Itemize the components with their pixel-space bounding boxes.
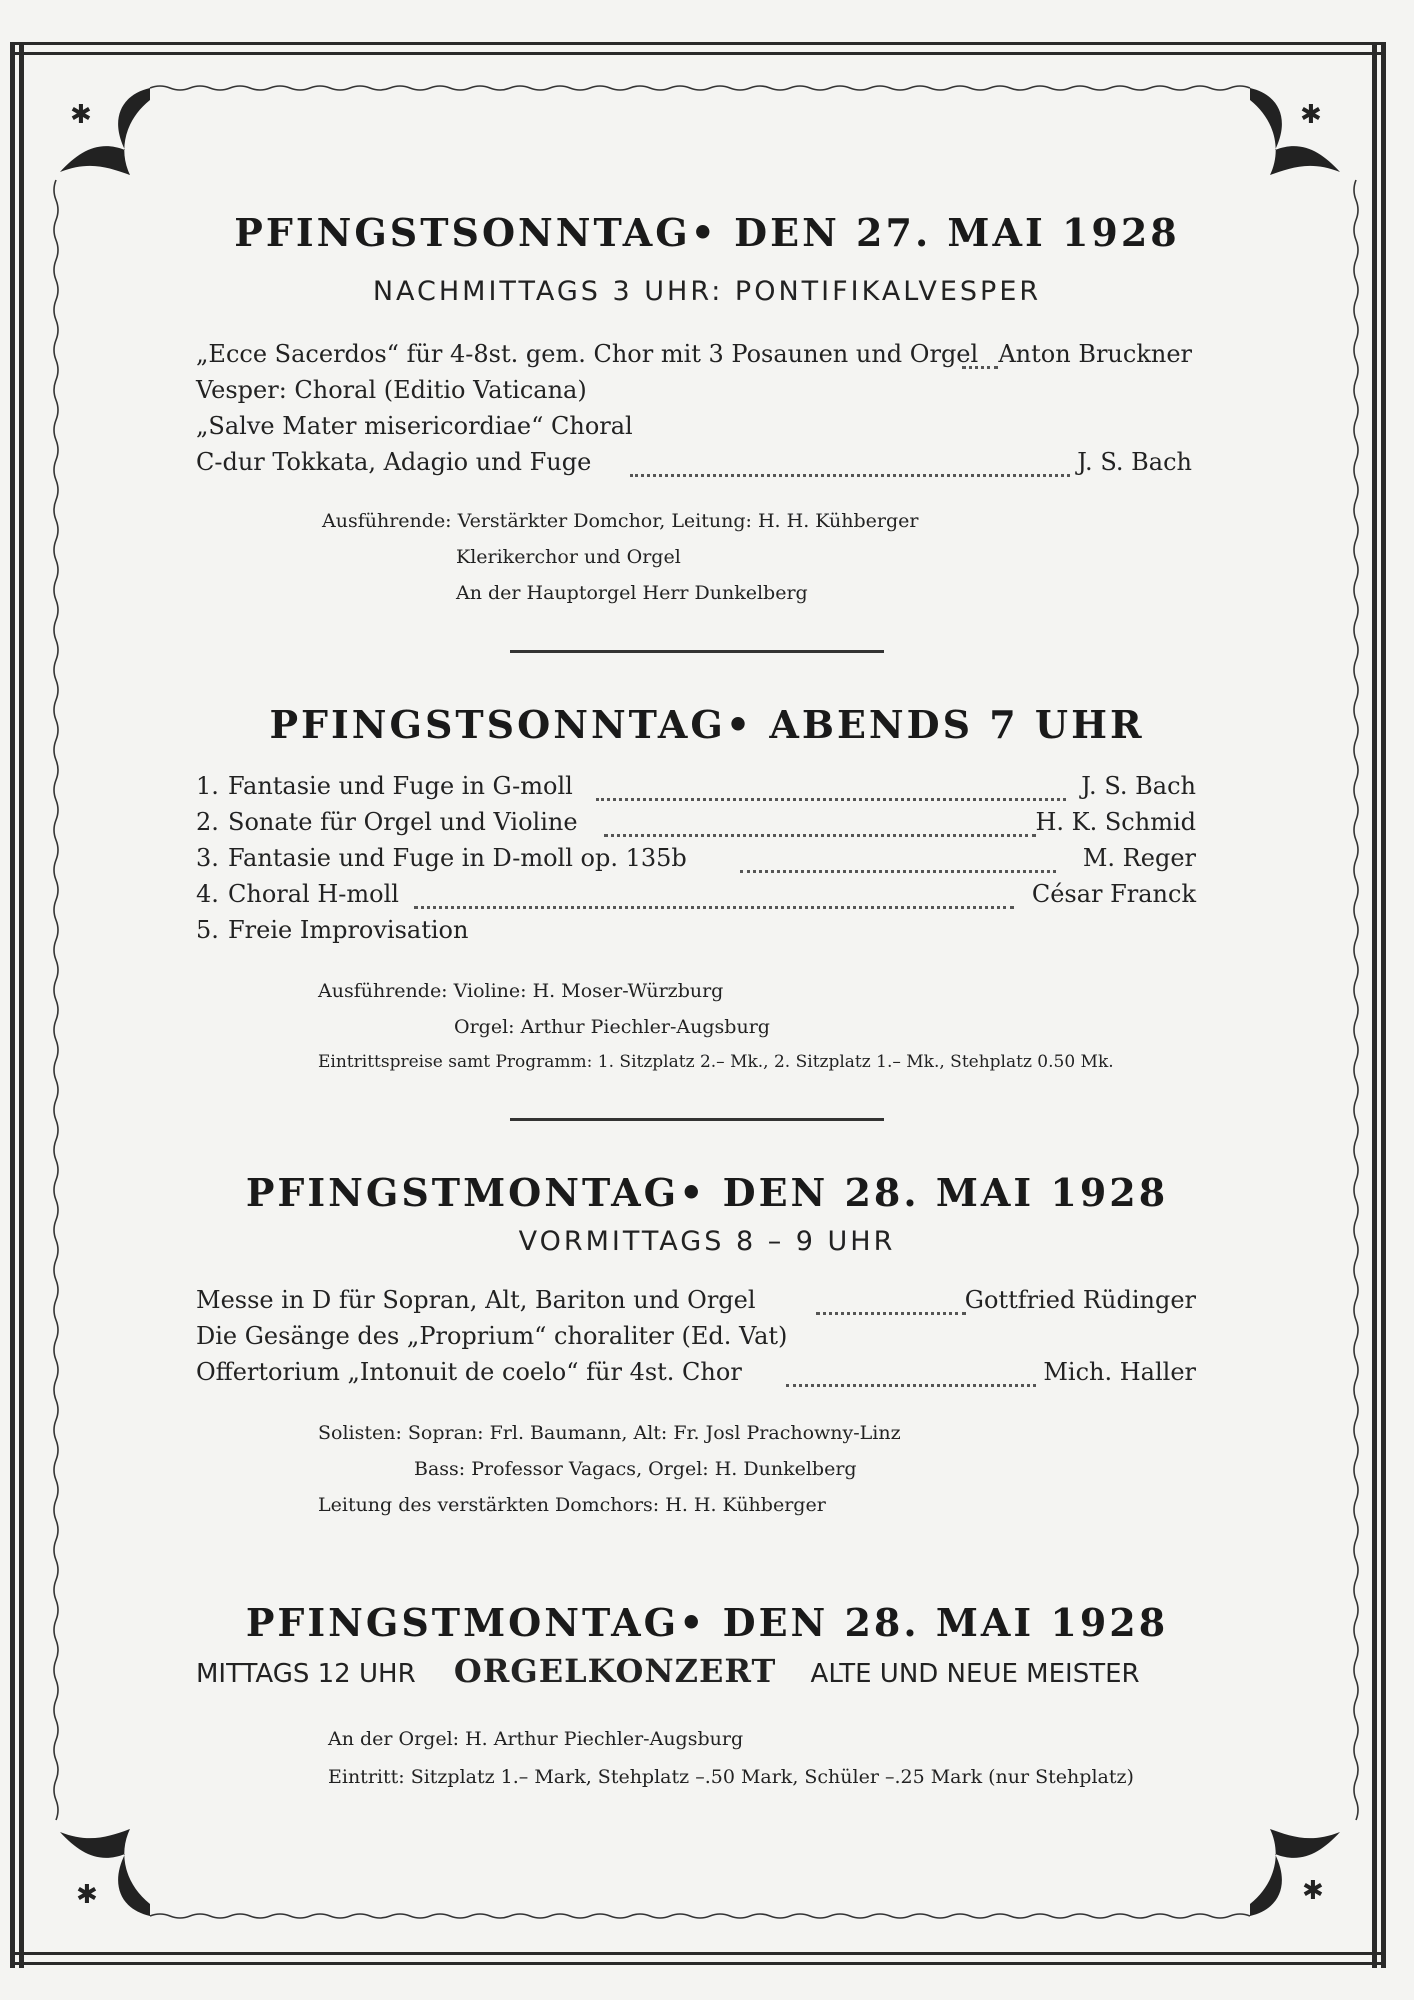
performers-note: Ausführende: Verstärkter Domchor, Leitung: H. H. Kühberger — [322, 510, 919, 532]
program-title: Vesper: Choral (Editio Vaticana) — [196, 376, 587, 404]
program-title: Die Gesänge des „Proprium“ choraliter (Ed. Vat) — [196, 1322, 788, 1350]
leader-dots — [630, 474, 1070, 477]
program-title: Sonate für Orgel und Violine — [228, 808, 578, 836]
section-4-subheading — [196, 1652, 1200, 1690]
leader-dots — [962, 366, 998, 369]
performers-note: Orgel: Arthur Piechler-Augsburg — [454, 1016, 770, 1038]
star-icon: ✱ — [70, 100, 92, 130]
section-4-heading: PFINGSTMONTAG• DEN 28. MAI 1928 — [245, 1600, 1169, 1645]
program-title: C-dur Tokkata, Adagio und Fuge — [196, 448, 592, 476]
star-icon: ✱ — [1302, 1876, 1324, 1906]
flourish-bottom-right — [1250, 1829, 1340, 1916]
program-title: „Salve Mater misericordiae“ Choral — [196, 412, 633, 440]
leader-dots — [414, 906, 1014, 909]
concert-title: ORGELKONZERT — [453, 1652, 777, 1690]
admission-note: Eintritt: Sitzplatz 1.– Mark, Stehplatz –.50 Mark, Schüler –.25 Mark (nur Stehplatz) — [328, 1766, 1134, 1788]
program-composer: J. S. Bach — [1081, 772, 1196, 800]
program-composer: J. S. Bach — [1077, 448, 1192, 476]
program-composer: César Franck — [1031, 880, 1196, 908]
section-1-subheading: NACHMITTAGS 3 UHR: PONTIFIKALVESPER — [372, 276, 1042, 307]
leader-dots — [740, 870, 1056, 873]
leader-dots — [786, 1384, 1036, 1387]
section-separator — [510, 1118, 884, 1121]
program-number: 5. — [196, 916, 219, 944]
program-composer: H. K. Schmid — [1035, 808, 1196, 836]
flourish-bottom-left — [60, 1829, 150, 1916]
program-number: 1. — [196, 772, 219, 800]
leader-dots — [816, 1312, 966, 1315]
section-1-heading: PFINGSTSONNTAG• DEN 27. MAI 1928 — [234, 210, 1180, 255]
program-composer: M. Reger — [1082, 844, 1196, 872]
program-title: Fantasie und Fuge in G-moll — [228, 772, 573, 800]
leader-dots — [596, 798, 1066, 801]
program-title: Offertorium „Intonuit de coelo“ für 4st. Chor — [196, 1358, 742, 1386]
soloists-note: Leitung des verstärkten Domchors: H. H. Kühberger — [318, 1494, 826, 1516]
program-title: Freie Improvisation — [228, 916, 469, 944]
program-title: Messe in D für Sopran, Alt, Bariton und Orgel — [196, 1286, 756, 1314]
soloists-note: Solisten: Sopran: Frl. Baumann, Alt: Fr. Josl Prachowny-Linz — [318, 1422, 901, 1444]
concert-time: MITTAGS 12 UHR — [196, 1659, 416, 1689]
organist-note: An der Orgel: H. Arthur Piechler-Augsburg — [328, 1728, 744, 1750]
program-title: Fantasie und Fuge in D-moll op. 135b — [228, 844, 687, 872]
program-title: Choral H-moll — [228, 880, 399, 908]
program-composer: Anton Bruckner — [998, 340, 1192, 368]
section-3-heading: PFINGSTMONTAG• DEN 28. MAI 1928 — [245, 1170, 1169, 1215]
section-2-heading: PFINGSTSONNTAG• ABENDS 7 UHR — [269, 702, 1145, 747]
program-composer: Gottfried Rüdinger — [964, 1286, 1196, 1314]
concert-subtitle: ALTE UND NEUE MEISTER — [810, 1659, 1140, 1689]
star-icon: ✱ — [76, 1880, 98, 1910]
program-number: 3. — [196, 844, 219, 872]
performers-note: An der Hauptorgel Herr Dunkelberg — [456, 582, 808, 604]
price-note: Eintrittspreise samt Programm: 1. Sitzplatz 2.– Mk., 2. Sitzplatz 1.– Mk., Stehplatz 0.50 Mk. — [318, 1052, 1114, 1072]
soloists-note: Bass: Professor Vagacs, Orgel: H. Dunkelberg — [414, 1458, 857, 1480]
program-composer: Mich. Haller — [1043, 1358, 1196, 1386]
program-number: 4. — [196, 880, 219, 908]
section-3-subheading: VORMITTAGS 8 – 9 UHR — [518, 1226, 896, 1257]
flourish-top-right — [1250, 88, 1340, 175]
section-separator — [510, 650, 884, 653]
program-number: 2. — [196, 808, 219, 836]
leader-dots — [604, 834, 1036, 837]
star-icon: ✱ — [1300, 100, 1322, 130]
performers-note: Ausführende: Violine: H. Moser-Würzburg — [318, 980, 724, 1002]
performers-note: Klerikerchor und Orgel — [456, 546, 681, 568]
program-title: „Ecce Sacerdos“ für 4-8st. gem. Chor mit 3 Posaunen und Orgel — [196, 340, 979, 368]
